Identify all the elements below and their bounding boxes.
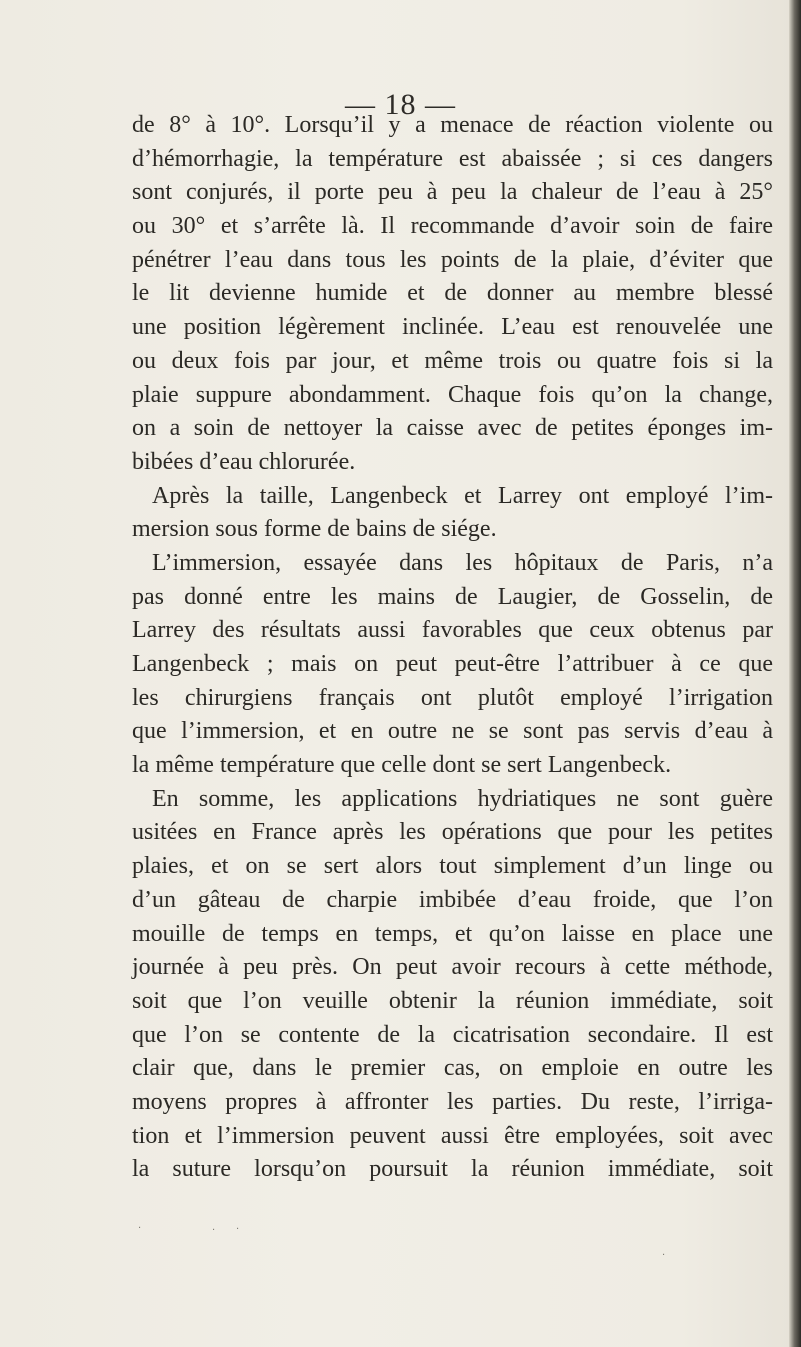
paper-speck: ·: [662, 1250, 666, 1261]
text-line: pénétrer l’eau dans tous les points de la plaie, d’éviter que: [132, 246, 773, 273]
text-line: ou 30° et s’arrête là. Il recommande d’avoir soin de faire: [132, 213, 773, 240]
text-line: Larrey des résultats aussi favorables que ceux obtenus par: [132, 617, 773, 644]
text-line: les chirurgiens français ont plutôt employé l’irrigation: [132, 684, 773, 711]
text-line: Après la taille, Langenbeck et Larrey ont employé l’im-: [152, 482, 773, 509]
text-line: plaie suppure abondamment. Chaque fois qu’on la change,: [132, 381, 773, 408]
text-line: sont conjurés, il porte peu à peu la chaleur de l’eau à 25°: [132, 179, 773, 206]
text-line: de 8° à 10°. Lorsqu’il y a menace de réaction violente ou: [132, 112, 773, 138]
text-line: soit que l’on veuille obtenir la réunion immédiate, soit: [132, 987, 773, 1014]
text-line: usitées en France après les opérations que pour les petites: [132, 819, 773, 846]
page-number: — 18 —: [345, 88, 456, 121]
text-line: En somme, les applications hydriatiques ne sont guère: [152, 785, 773, 812]
text-line: bibées d’eau chlorurée.: [132, 448, 356, 475]
text-line: L’immersion, essayée dans les hôpitaux de Paris, n’a: [152, 549, 773, 576]
text-line: on a soin de nettoyer la caisse avec de petites éponges im-: [132, 415, 773, 442]
text-line: d’un gâteau de charpie imbibée d’eau froide, que l’on: [132, 886, 773, 913]
text-line: mouille de temps en temps, et qu’on laisse en place une: [132, 920, 773, 947]
text-line: Langenbeck ; mais on peut peut-être l’attribuer à ce que: [132, 651, 773, 677]
text-line: que l’immersion, et en outre ne se sont pas servis d’eau à: [132, 718, 773, 745]
text-line: la même température que celle dont se sert Langenbeck.: [132, 752, 672, 779]
page-edge-shadow: [789, 0, 801, 1347]
body-text: [132, 109, 773, 1187]
text-line: mersion sous forme de bains de siége.: [132, 516, 497, 543]
text-line: moyens propres à affronter les parties. Du reste, l’irriga-: [132, 1088, 773, 1115]
text-line: le lit devienne humide et de donner au membre blessé: [132, 280, 773, 307]
paper-speck: ·: [236, 1224, 240, 1235]
text-line: clair que, dans le premier cas, on emploie en outre les: [132, 1055, 773, 1082]
text-line: d’hémorrhagie, la température est abaissée ; si ces dangers: [132, 145, 773, 172]
text-line: pas donné entre les mains de Laugier, de Gosselin, de: [132, 583, 773, 610]
text-line: journée à peu près. On peut avoir recours à cette méthode,: [132, 954, 773, 981]
text-line: que l’on se contente de la cicatrisation secondaire. Il est: [132, 1021, 773, 1048]
text-line: plaies, et on se sert alors tout simplement d’un linge ou: [132, 853, 773, 880]
text-line: la suture lorsqu’on poursuit la réunion immédiate, soit: [132, 1156, 773, 1183]
text-line: ou deux fois par jour, et même trois ou quatre fois si la: [132, 347, 773, 374]
text-line: une position légèrement inclinée. L’eau est renouvelée une: [132, 314, 773, 341]
paper-speck: ·: [138, 1223, 142, 1234]
paper-speck: ·: [212, 1225, 216, 1236]
text-line: tion et l’immersion peuvent aussi être employées, soit avec: [132, 1122, 773, 1149]
